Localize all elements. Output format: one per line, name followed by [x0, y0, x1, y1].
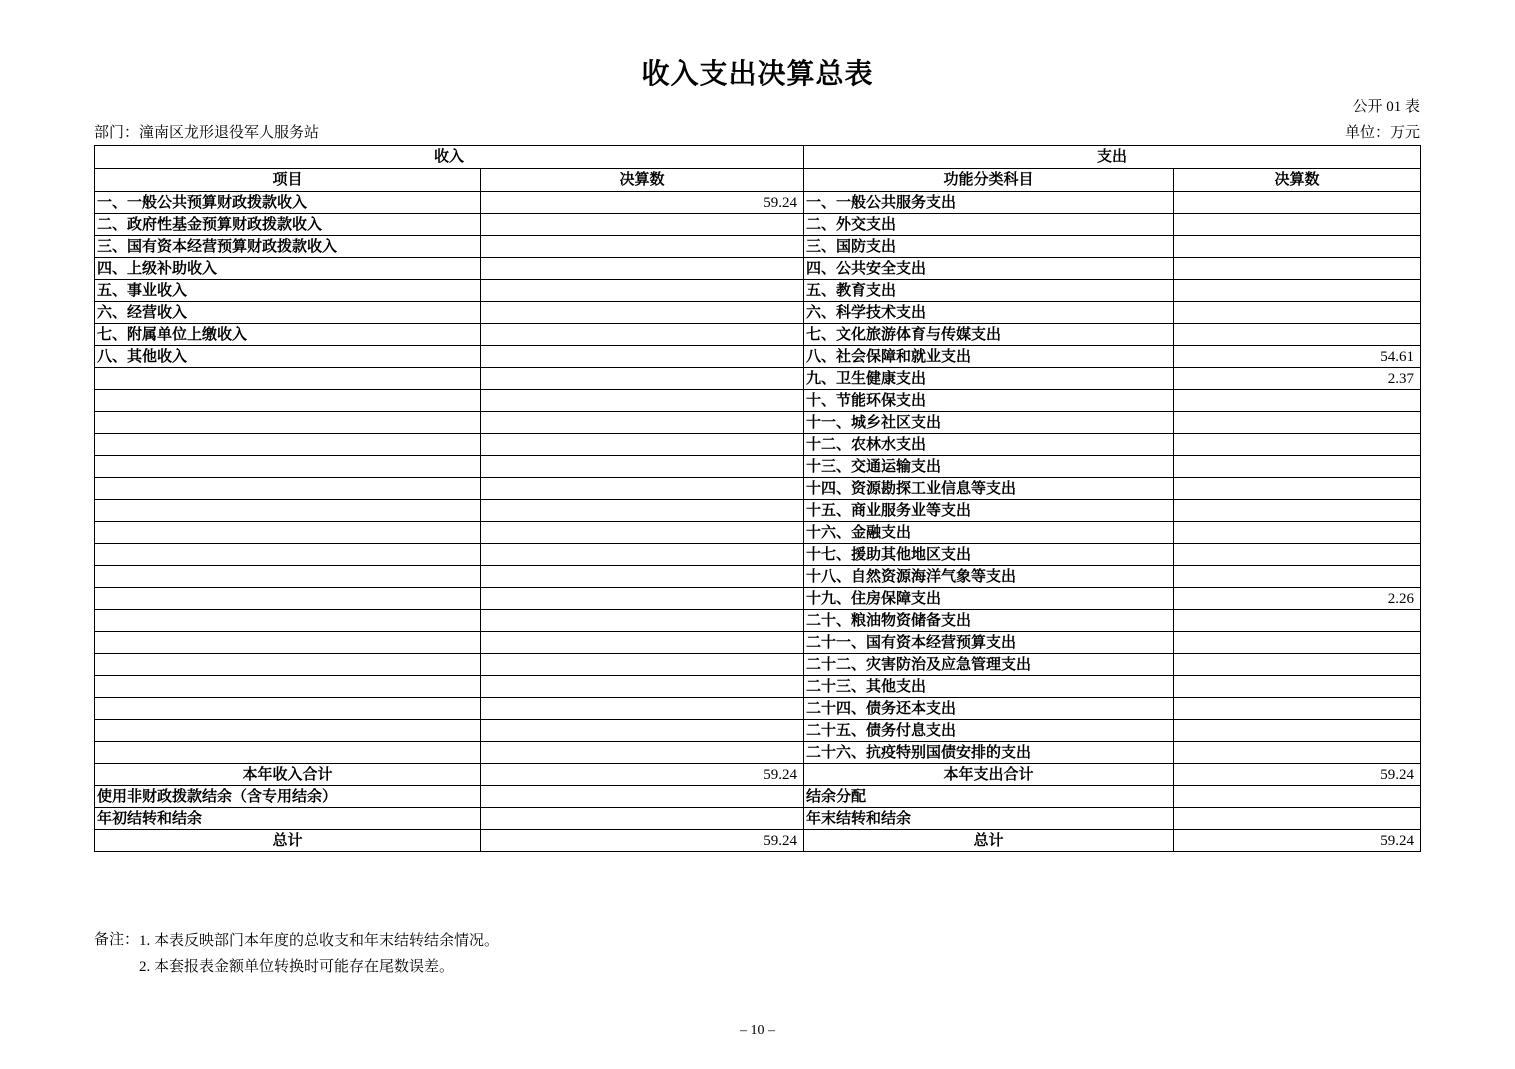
income-amount-cell: 59.24	[481, 764, 804, 786]
table-row	[95, 280, 1421, 302]
income-item-cell: 三、国有资本经营预算财政拨款收入	[95, 236, 481, 258]
table-row	[95, 456, 1421, 478]
expense-item-cell: 二、外交支出	[804, 214, 1174, 236]
income-amount-cell	[481, 698, 804, 720]
income-item-cell	[95, 412, 481, 434]
table-row	[95, 412, 1421, 434]
income-item-cell: 八、其他收入	[95, 346, 481, 368]
expense-amount-cell	[1174, 786, 1421, 808]
income-item-cell: 二、政府性基金预算财政拨款收入	[95, 214, 481, 236]
income-item-cell	[95, 434, 481, 456]
income-amount-cell	[481, 786, 804, 808]
table-row	[95, 654, 1421, 676]
income-amount-cell	[481, 654, 804, 676]
income-section-header: 收入	[95, 146, 804, 169]
expense-amount-cell: 2.26	[1174, 588, 1421, 610]
income-amount-cell	[481, 610, 804, 632]
table-row	[95, 192, 1421, 214]
expense-item-cell: 二十四、债务还本支出	[804, 698, 1174, 720]
expense-amount-cell	[1174, 192, 1421, 214]
table-row	[95, 610, 1421, 632]
income-amount-cell	[481, 236, 804, 258]
income-amount-cell	[481, 500, 804, 522]
table-row	[95, 368, 1421, 390]
expense-amount-cell	[1174, 214, 1421, 236]
expense-item-cell: 十八、自然资源海洋气象等支出	[804, 566, 1174, 588]
income-item-cell	[95, 720, 481, 742]
table-row	[95, 236, 1421, 258]
income-item-cell: 年初结转和结余	[95, 808, 481, 830]
expense-amount-cell: 59.24	[1174, 830, 1421, 852]
table-row	[95, 324, 1421, 346]
expense-item-cell: 十六、金融支出	[804, 522, 1174, 544]
table-row	[95, 742, 1421, 764]
income-item-cell	[95, 654, 481, 676]
income-amount-cell	[481, 412, 804, 434]
expense-item-cell: 二十六、抗疫特别国债安排的支出	[804, 742, 1174, 764]
table-row	[95, 698, 1421, 720]
expense-amount-cell: 2.37	[1174, 368, 1421, 390]
expense-item-cell: 五、教育支出	[804, 280, 1174, 302]
income-amount-cell	[481, 522, 804, 544]
budget-summary-table	[94, 145, 1421, 852]
expense-item-cell: 十一、城乡社区支出	[804, 412, 1174, 434]
column-header-category: 功能分类科目	[804, 169, 1174, 192]
notes-lines	[139, 928, 499, 980]
expense-amount-cell	[1174, 390, 1421, 412]
income-item-cell	[95, 390, 481, 412]
expense-item-cell: 十七、援助其他地区支出	[804, 544, 1174, 566]
expense-amount-cell	[1174, 544, 1421, 566]
expense-amount-cell	[1174, 456, 1421, 478]
income-amount-cell	[481, 280, 804, 302]
expense-item-cell: 九、卫生健康支出	[804, 368, 1174, 390]
table-code-label: 公开 01 表	[1352, 99, 1420, 115]
expense-amount-cell	[1174, 478, 1421, 500]
income-item-cell: 使用非财政拨款结余（含专用结余）	[95, 786, 481, 808]
expense-item-cell: 一、一般公共服务支出	[804, 192, 1174, 214]
income-item-cell: 本年收入合计	[95, 764, 481, 786]
income-item-cell	[95, 588, 481, 610]
income-item-cell	[95, 698, 481, 720]
table-row	[95, 830, 1421, 852]
expense-amount-cell: 54.61	[1174, 346, 1421, 368]
expense-item-cell: 七、文化旅游体育与传媒支出	[804, 324, 1174, 346]
income-amount-cell	[481, 478, 804, 500]
income-item-cell	[95, 566, 481, 588]
income-amount-cell	[481, 346, 804, 368]
income-amount-cell	[481, 544, 804, 566]
expense-amount-cell	[1174, 522, 1421, 544]
table-row	[95, 720, 1421, 742]
income-item-cell	[95, 676, 481, 698]
income-amount-cell	[481, 368, 804, 390]
table-row	[95, 632, 1421, 654]
expense-section-header: 支出	[804, 146, 1421, 169]
expense-amount-cell	[1174, 302, 1421, 324]
expense-item-cell: 二十三、其他支出	[804, 676, 1174, 698]
table-row	[95, 302, 1421, 324]
expense-item-cell: 二十五、债务付息支出	[804, 720, 1174, 742]
income-amount-cell	[481, 258, 804, 280]
income-amount-cell	[481, 456, 804, 478]
expense-amount-cell	[1174, 412, 1421, 434]
expense-item-cell: 十、节能环保支出	[804, 390, 1174, 412]
expense-item-cell: 年末结转和结余	[804, 808, 1174, 830]
income-item-cell	[95, 632, 481, 654]
income-item-cell: 总计	[95, 830, 481, 852]
table-row	[95, 258, 1421, 280]
unit-label: 单位：万元	[1344, 125, 1420, 141]
column-header-item: 项目	[95, 169, 481, 192]
column-header-income-amount: 决算数	[481, 169, 804, 192]
income-amount-cell	[481, 566, 804, 588]
table-row	[95, 522, 1421, 544]
expense-amount-cell	[1174, 280, 1421, 302]
expense-amount-cell	[1174, 698, 1421, 720]
note-line-1: 1. 本表反映部门本年度的总收支和年末结转结余情况。	[139, 933, 500, 949]
table-row	[95, 808, 1421, 830]
expense-amount-cell	[1174, 500, 1421, 522]
income-amount-cell	[481, 676, 804, 698]
expense-item-cell: 十三、交通运输支出	[804, 456, 1174, 478]
income-item-cell: 六、经营收入	[95, 302, 481, 324]
expense-item-cell: 十五、商业服务业等支出	[804, 500, 1174, 522]
expense-amount-cell: 59.24	[1174, 764, 1421, 786]
table-row	[95, 676, 1421, 698]
table-row	[95, 478, 1421, 500]
expense-amount-cell	[1174, 808, 1421, 830]
table-row	[95, 544, 1421, 566]
income-item-cell: 四、上级补助收入	[95, 258, 481, 280]
expense-amount-cell	[1174, 236, 1421, 258]
expense-amount-cell	[1174, 434, 1421, 456]
note-line-2: 2. 本套报表金额单位转换时可能存在尾数误差。	[139, 959, 455, 975]
department-label: 部门：潼南区龙形退役军人服务站	[94, 125, 320, 141]
expense-amount-cell	[1174, 610, 1421, 632]
income-item-cell	[95, 742, 481, 764]
table-row	[95, 566, 1421, 588]
income-amount-cell	[481, 720, 804, 742]
expense-item-cell: 六、科学技术支出	[804, 302, 1174, 324]
expense-item-cell: 三、国防支出	[804, 236, 1174, 258]
expense-item-cell: 二十一、国有资本经营预算支出	[804, 632, 1174, 654]
income-item-cell	[95, 478, 481, 500]
income-item-cell: 七、附属单位上缴收入	[95, 324, 481, 346]
meta-row	[94, 121, 1420, 142]
expense-item-cell: 二十、粮油物资储备支出	[804, 610, 1174, 632]
income-amount-cell: 59.24	[481, 830, 804, 852]
table-row	[95, 390, 1421, 412]
income-amount-cell	[481, 808, 804, 830]
income-item-cell	[95, 610, 481, 632]
column-header-expense-amount: 决算数	[1174, 169, 1421, 192]
expense-amount-cell	[1174, 720, 1421, 742]
expense-item-cell: 结余分配	[804, 786, 1174, 808]
expense-amount-cell	[1174, 324, 1421, 346]
income-item-cell	[95, 522, 481, 544]
page-title: 收入支出决算总表	[641, 59, 874, 90]
expense-amount-cell	[1174, 654, 1421, 676]
table-row	[95, 214, 1421, 236]
expense-item-cell: 四、公共安全支出	[804, 258, 1174, 280]
income-amount-cell	[481, 302, 804, 324]
expense-amount-cell	[1174, 258, 1421, 280]
expense-item-cell: 八、社会保障和就业支出	[804, 346, 1174, 368]
notes-block	[94, 928, 499, 980]
expense-amount-cell	[1174, 676, 1421, 698]
income-amount-cell	[481, 324, 804, 346]
table-row	[95, 764, 1421, 786]
income-amount-cell	[481, 742, 804, 764]
expense-item-cell: 本年支出合计	[804, 764, 1174, 786]
income-amount-cell	[481, 390, 804, 412]
expense-amount-cell	[1174, 632, 1421, 654]
expense-item-cell: 十二、农林水支出	[804, 434, 1174, 456]
income-item-cell	[95, 500, 481, 522]
income-amount-cell	[481, 588, 804, 610]
expense-amount-cell	[1174, 566, 1421, 588]
expense-amount-cell	[1174, 742, 1421, 764]
income-amount-cell	[481, 632, 804, 654]
section-header-row	[95, 146, 1421, 169]
page-number: – 10 –	[740, 1023, 775, 1038]
income-amount-cell: 59.24	[481, 192, 804, 214]
table-row	[95, 786, 1421, 808]
income-amount-cell	[481, 214, 804, 236]
income-item-cell: 一、一般公共预算财政拨款收入	[95, 192, 481, 214]
table-row	[95, 346, 1421, 368]
table-row	[95, 500, 1421, 522]
column-header-row	[95, 169, 1421, 192]
income-item-cell	[95, 544, 481, 566]
expense-item-cell: 十九、住房保障支出	[804, 588, 1174, 610]
income-item-cell: 五、事业收入	[95, 280, 481, 302]
expense-item-cell: 十四、资源勘探工业信息等支出	[804, 478, 1174, 500]
income-amount-cell	[481, 434, 804, 456]
expense-item-cell: 总计	[804, 830, 1174, 852]
income-item-cell	[95, 368, 481, 390]
notes-label: 备注：	[94, 932, 140, 948]
table-row	[95, 588, 1421, 610]
income-item-cell	[95, 456, 481, 478]
expense-item-cell: 二十二、灾害防治及应急管理支出	[804, 654, 1174, 676]
table-row	[95, 434, 1421, 456]
